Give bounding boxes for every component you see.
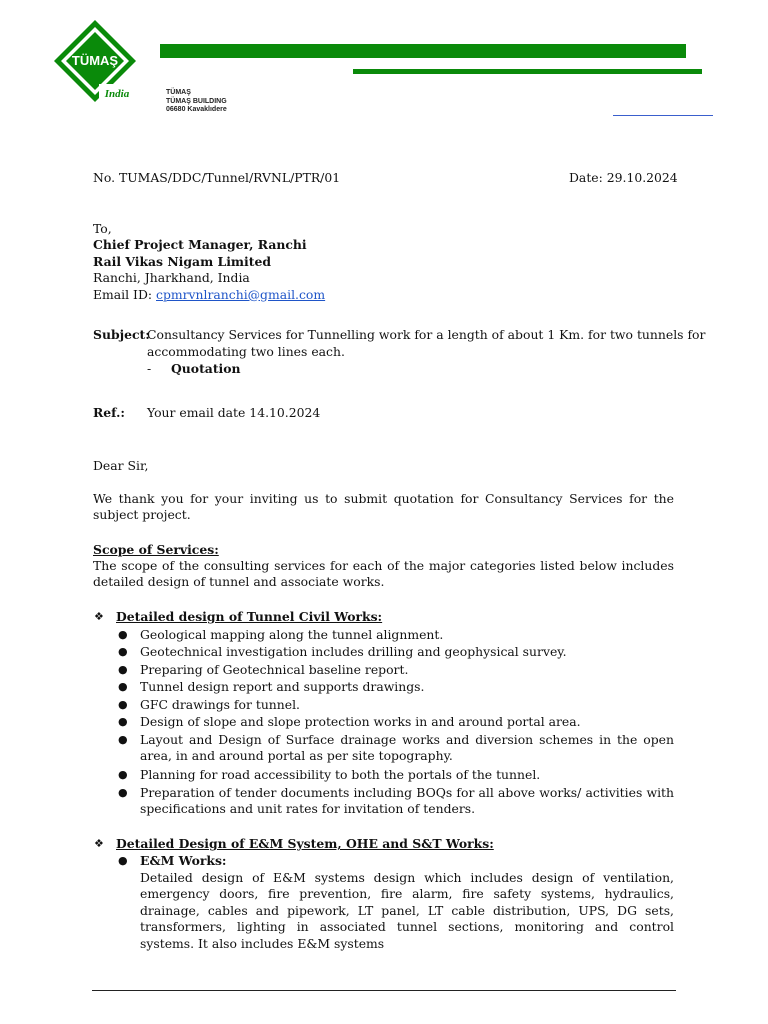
section2-subheading: E&M Works:: [140, 853, 227, 868]
bullet-icon: ●: [118, 786, 128, 799]
bullet-icon: ●: [118, 680, 128, 693]
bullet-icon: ●: [118, 645, 128, 658]
recipient-title: Chief Project Manager, Ranchi: [93, 237, 307, 253]
email-line: [93, 287, 325, 303]
bullet-icon: ●: [118, 628, 128, 641]
diamond-bullet-icon: ❖: [94, 837, 104, 850]
bullet-icon: ●: [118, 854, 128, 867]
footer-rule: [92, 990, 676, 991]
scope-heading: Scope of Services:: [93, 542, 219, 557]
subject-item: Quotation: [171, 361, 241, 376]
intro-paragraph: We thank you for your inviting us to submit quotation for Consultancy Services for the subject project.: [93, 491, 674, 523]
bullet-icon: ●: [118, 715, 128, 728]
tumas-logo: [52, 18, 138, 104]
list-item: GFC drawings for tunnel.: [140, 697, 300, 712]
subject-label: Subject:: [93, 327, 150, 342]
header-green-bar-top: [160, 44, 686, 58]
salutation: Dear Sir,: [93, 458, 149, 473]
company-line: 06680 Kavaklıdere: [166, 106, 227, 113]
ref-label: Ref.:: [93, 405, 125, 420]
section1-heading: Detailed design of Tunnel Civil Works:: [116, 609, 383, 624]
list-item: Preparation of tender documents including BOQs for all above works/ activities with specifications and unit rates for invitation of tenders.: [140, 785, 674, 817]
list-item: Design of slope and slope protection works in and around portal area.: [140, 714, 581, 729]
list-item: Tunnel design report and supports drawings.: [140, 679, 425, 694]
company-line: TÜMAŞ BUILDING: [166, 97, 227, 105]
bullet-icon: ●: [118, 768, 128, 781]
subject-line-1: Consultancy Services for Tunnelling work for a length of about 1 Km. for two tunnels for: [147, 327, 706, 342]
list-item: Planning for road accessibility to both the portals of the tunnel.: [140, 767, 541, 782]
list-item: Preparing of Geotechnical baseline report.: [140, 662, 409, 677]
company-address: [166, 89, 227, 115]
subject-dash: -: [147, 361, 152, 376]
header-underline: [613, 115, 713, 116]
bullet-icon: ●: [118, 698, 128, 711]
subject-line-2: accommodating two lines each.: [147, 344, 345, 359]
header-green-bar-bottom: [353, 69, 702, 74]
to-label: To,: [93, 221, 112, 236]
section2-paragraph: Detailed design of E&M systems design which includes design of ventilation, emergency doors, fire prevention, fire alarm, fire safety systems, hydraulics, drainage, cables and pipework, LT panel, LT cable distribution, UPS, DG sets, transformers, lighting in associated tunnel sections, monitoring and control systems. It also includes E&M systems: [140, 870, 674, 951]
list-item: Geological mapping along the tunnel alignment.: [140, 627, 444, 642]
recipient-org: Rail Vikas Nigam Limited: [93, 253, 272, 269]
logo-text: TÜMAŞ: [71, 53, 119, 68]
address-block: [93, 221, 325, 303]
list-item: Geotechnical investigation includes drilling and geophysical survey.: [140, 644, 567, 659]
email-label: Email ID:: [93, 286, 156, 302]
bullet-icon: ●: [118, 663, 128, 676]
scope-paragraph: The scope of the consulting services for each of the major categories listed below includes detailed design of tunnel and associate works.: [93, 558, 674, 590]
section2-heading: Detailed Design of E&M System, OHE and S&T Works:: [116, 836, 494, 851]
bullet-icon: ●: [118, 733, 128, 746]
recipient-address: Ranchi, Jharkhand, India: [93, 270, 250, 286]
logo-subtext: India: [104, 88, 130, 100]
ref-text: Your email date 14.10.2024: [147, 405, 321, 420]
diamond-bullet-icon: ❖: [94, 610, 104, 623]
letter-date: Date: 29.10.2024: [569, 170, 678, 185]
reference-number: No. TUMAS/DDC/Tunnel/RVNL/PTR/01: [93, 170, 341, 185]
list-item: Layout and Design of Surface drainage works and diversion schemes in the open area, in and around portal as per site topography.: [140, 732, 674, 764]
email-link[interactable]: cpmrvnlranchi@gmail.com: [156, 286, 326, 302]
company-line: TÜMAŞ: [166, 89, 191, 96]
